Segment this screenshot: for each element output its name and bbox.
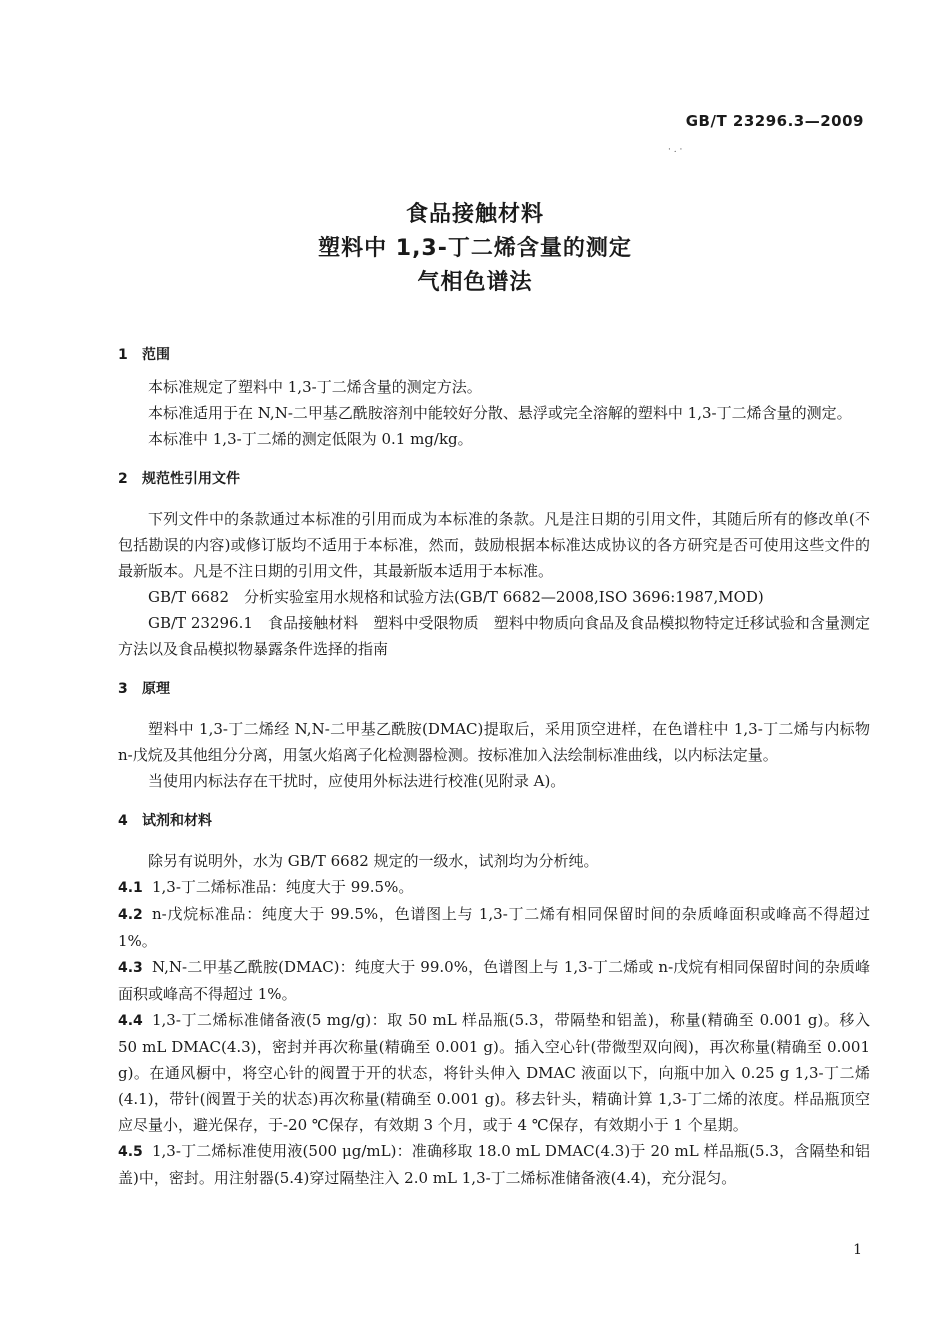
section-2-ref-1: GB/T 6682 分析实验室用水规格和试验方法(GB/T 6682—2008,ISO 3696:1987,MOD) [148, 588, 764, 606]
section-1-para-3: 本标准中 1,3-丁二烯的测定低限为 0.1 mg/kg。 [148, 430, 473, 448]
section-3-para-2: 当使用内标法存在干扰时，应使用外标法进行校准(见附录 A)。 [148, 772, 566, 790]
clause-4-1 [118, 874, 870, 901]
title-line-2: 塑料中 1,3-丁二烯含量的测定 [318, 236, 632, 261]
clause-4-4 [118, 1007, 870, 1138]
clause-number: 4.5 [118, 1144, 143, 1160]
scan-speck: · . · [668, 145, 683, 155]
title-line-3: 气相色谱法 [417, 270, 533, 295]
clause-text: n-戊烷标准品：纯度大于 99.5%，色谱图上与 1,3-丁二烯有相同保留时间的杂质峰面积或峰高不得超过 1%。 [118, 905, 870, 950]
title-line-1: 食品接触材料 [405, 202, 544, 227]
section-3-number: 3 [118, 681, 128, 697]
clause-text: 1,3-丁二烯标准储备液(5 mg/g)：取 50 mL 样品瓶(5.3，带隔垫和铝盖)，称量(精确至 0.001 g)。移入 50 mL DMAC(4.3)，密封并再次称量(精确至 0.001 g)。插入空心针(带微型双向阀)，再次称量(精确至 0.001 g)。在通风橱中，将空心针的阀置于开的状态，将针头伸入 DMAC 液面以下，向瓶中加入 0.25 g 1,3-丁二烯(4.1)，带针(阀置于关的状态)再次称量(精确至 0.001 g)。移去针头，精确计算 1,3-丁二烯的浓度。样品瓶顶空应尽量小，避光保存，于-20 ℃保存，有效期 3 个月，或于 4 ℃保存，有效期小于 1 个星期。 [118, 1011, 870, 1134]
section-2-heading [118, 468, 870, 490]
document-body [118, 344, 870, 1191]
section-3-heading [118, 678, 870, 700]
clause-4-2 [118, 901, 870, 954]
section-4-number: 4 [118, 813, 128, 829]
section-2-number: 2 [118, 471, 128, 487]
section-1-heading [118, 344, 870, 366]
section-2-title: 规范性引用文件 [142, 471, 240, 487]
section-4-heading [118, 810, 870, 832]
section-3-title: 原理 [142, 681, 170, 697]
section-4-para-1: 除另有说明外，水为 GB/T 6682 规定的一级水，试剂均为分析纯。 [148, 852, 599, 870]
clause-number: 4.1 [118, 880, 143, 896]
clause-4-3 [118, 954, 870, 1007]
clause-number: 4.2 [118, 907, 143, 923]
page-number: 1 [853, 1242, 862, 1258]
section-1-para-2: 本标准适用于在 N,N-二甲基乙酰胺溶剂中能较好分散、悬浮或完全溶解的塑料中 1,3-丁二烯含量的测定。 [148, 404, 852, 422]
clause-text: N,N-二甲基乙酰胺(DMAC)：纯度大于 99.0%，色谱图上与 1,3-丁二烯或 n-戊烷有相同保留时间的杂质峰面积或峰高不得超过 1%。 [118, 958, 870, 1003]
section-1-title: 范围 [142, 347, 170, 363]
section-4-title: 试剂和材料 [142, 813, 212, 829]
section-1-para-1: 本标准规定了塑料中 1,3-丁二烯含量的测定方法。 [148, 378, 482, 396]
section-2-para-1: 下列文件中的条款通过本标准的引用而成为本标准的条款。凡是注日期的引用文件，其随后所有的修改单(不包括勘误的内容)或修订版均不适用于本标准，然而，鼓励根据本标准达成协议的各方研究是否可使用这些文件的最新版本。凡是不注日期的引用文件，其最新版本适用于本标准。 [118, 510, 870, 580]
section-3-para-1: 塑料中 1,3-丁二烯经 N,N-二甲基乙酰胺(DMAC)提取后，采用顶空进样，在色谱柱中 1,3-丁二烯与内标物 n-戊烷及其他组分分离，用氢火焰离子化检测器检测。按标准加入法绘制标准曲线，以内标法定量。 [118, 720, 870, 764]
clause-4-5 [118, 1138, 870, 1191]
clause-number: 4.3 [118, 960, 143, 976]
standard-number: GB/T 23296.3—2009 [685, 112, 864, 130]
section-1-number: 1 [118, 347, 128, 363]
section-2-ref-2: GB/T 23296.1 食品接触材料 塑料中受限物质 塑料中物质向食品及食品模拟物特定迁移试验和含量测定方法以及食品模拟物暴露条件选择的指南 [118, 614, 870, 658]
clause-text: 1,3-丁二烯标准使用液(500 μg/mL)：准确移取 18.0 mL DMAC(4.3)于 20 mL 样品瓶(5.3，含隔垫和铝盖)中，密封。用注射器(5.4)穿过隔垫注入 2.0 mL 1,3-丁二烯标准储备液(4.4)，充分混匀。 [118, 1142, 870, 1187]
title-block [0, 198, 950, 300]
clause-text: 1,3-丁二烯标准品：纯度大于 99.5%。 [152, 878, 414, 896]
clause-number: 4.4 [118, 1013, 143, 1029]
